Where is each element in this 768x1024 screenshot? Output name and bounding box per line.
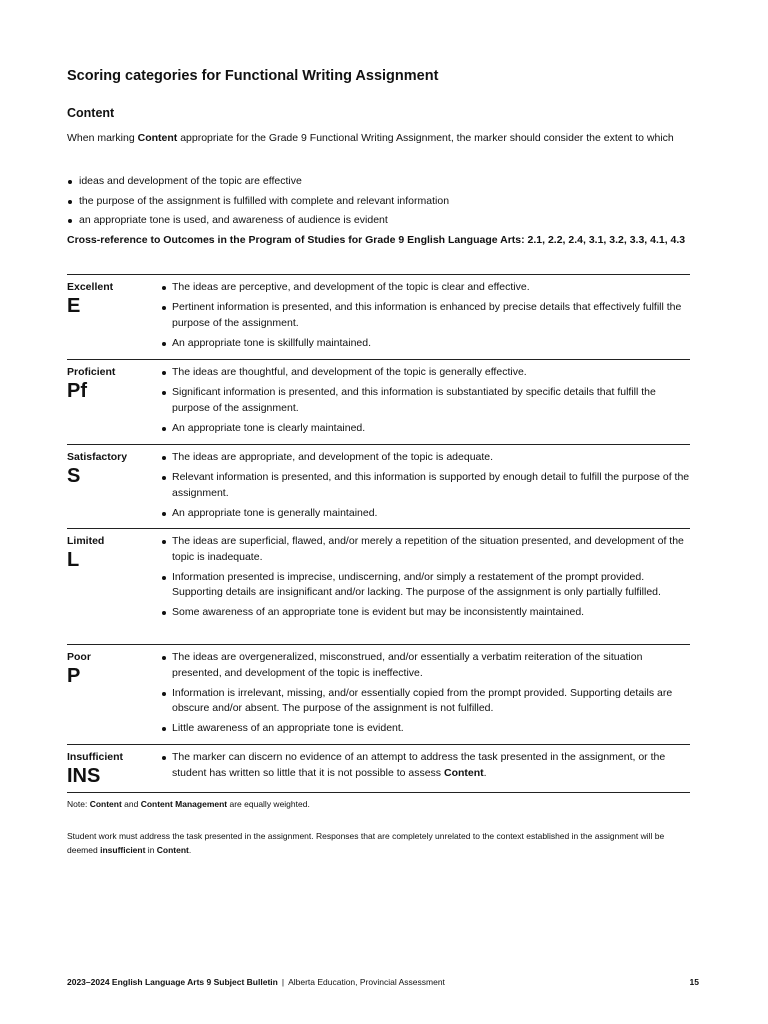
note-prefix: Note:	[67, 799, 90, 809]
descriptor-list	[67, 445, 690, 521]
student-note-end: .	[188, 844, 192, 855]
category-code: L	[67, 549, 80, 571]
weighting-note	[67, 799, 310, 809]
student-note-text: Student work must address the task presented in the assignment. Responses that are completely unrelated to the context established in the assignment will be deemed	[67, 831, 665, 855]
descriptor-list	[67, 275, 690, 351]
descriptor-list	[67, 360, 690, 436]
category-name: Limited	[67, 535, 105, 547]
category-code: S	[67, 465, 81, 487]
descriptor-item: The ideas are overgeneralized, misconstrued, and/or essentially a verbatim reiteration of the situation presented, and development of the topic is ineffective.	[171, 650, 690, 681]
descriptor-list	[67, 745, 690, 781]
page-number: 15	[689, 977, 699, 987]
footer-source	[67, 977, 445, 987]
rubric-row-poor	[67, 644, 690, 744]
descriptor-item	[171, 750, 690, 781]
category-name: Excellent	[67, 281, 114, 293]
descriptor-item: The ideas are perceptive, and development of the topic is clear and effective.	[171, 280, 690, 296]
descriptor-item: Information is irrelevant, missing, and/or essentially copied from the prompt provided. Supporting details are obscure and/or absent. The purpose of the assignment is not fulfilled.	[171, 686, 690, 717]
category-cell	[67, 651, 147, 687]
descriptor-item: An appropriate tone is generally maintained.	[171, 506, 690, 522]
rubric-row-insufficient	[67, 744, 690, 792]
intro-bold-term: Content	[137, 132, 178, 144]
descriptor-item: The ideas are appropriate, and development of the topic is adequate.	[171, 450, 690, 466]
student-note-bold-insufficient: insufficient	[100, 844, 146, 855]
descriptor-item: An appropriate tone is skillfully maintained.	[171, 336, 690, 352]
category-name: Poor	[67, 651, 91, 663]
criteria-item: ideas and development of the topic are effective	[67, 174, 690, 194]
page-title: Scoring categories for Functional Writing Assignment	[67, 68, 439, 84]
rubric-row-excellent	[67, 275, 690, 359]
descriptor-item: The ideas are superficial, flawed, and/or merely a repetition of the situation presented, and development of the topic is inadequate.	[171, 534, 690, 565]
rubric-row-satisfactory	[67, 444, 690, 528]
descriptor-item: Relevant information is presented, and this information is supported by enough detail to fulfill the purpose of the assignment.	[171, 470, 690, 501]
descriptor-list	[67, 645, 690, 737]
page-footer	[67, 977, 702, 987]
student-work-note	[67, 830, 690, 857]
rubric-row-proficient	[67, 359, 690, 444]
note-bold-content-management: Content Management	[140, 799, 228, 809]
descriptor-item: Pertinent information is presented, and this information is enhanced by precise details that effectively fulfill the purpose of the assignment.	[171, 300, 690, 331]
student-note-bold-content: Content	[156, 844, 189, 855]
category-code: Pf	[67, 380, 87, 402]
intro-paragraph	[67, 131, 690, 147]
footer-separator: |	[281, 977, 285, 987]
category-code: INS	[67, 765, 101, 787]
category-cell	[67, 535, 147, 571]
category-cell	[67, 751, 147, 787]
descriptor-item: Significant information is presented, and this information is substantiated by specific details that fulfill the purpose of the assignment.	[171, 385, 690, 416]
note-middle: and	[121, 799, 141, 809]
category-cell	[67, 366, 147, 402]
intro-text-start: When marking	[67, 132, 138, 144]
footer-bulletin-title: 2023–2024 English Language Arts 9 Subject Bulletin	[67, 977, 278, 987]
descriptor-text-end: .	[483, 766, 487, 779]
criteria-item: the purpose of the assignment is fulfilled with complete and relevant information	[67, 194, 690, 214]
descriptor-item: Information presented is imprecise, undiscerning, and/or simply a restatement of the prompt provided. Supporting details are insignificant and/or lacking. The purpose of the assignment is only partially fulfilled.	[171, 570, 690, 601]
scoring-rubric	[67, 274, 690, 793]
descriptor-item: An appropriate tone is clearly maintained.	[171, 421, 690, 437]
descriptor-item: Some awareness of an appropriate tone is evident but may be inconsistently maintained.	[171, 605, 690, 621]
descriptor-item: Little awareness of an appropriate tone is evident.	[171, 721, 690, 737]
intro-text-end: appropriate for the Grade 9 Functional Writing Assignment, the marker should consider the extent to which	[177, 132, 674, 144]
cross-reference: Cross-reference to Outcomes in the Program of Studies for Grade 9 English Language Arts: 2.1, 2.2, 2.4, 3.1, 3.2, 3.3, 4.1, 4.3	[67, 234, 686, 246]
rubric-row-limited	[67, 528, 690, 644]
category-cell	[67, 281, 147, 317]
descriptor-bold-term: Content	[443, 766, 484, 779]
category-code: P	[67, 665, 81, 687]
descriptor-list	[67, 529, 690, 621]
descriptor-item: The ideas are thoughtful, and development of the topic is generally effective.	[171, 365, 690, 381]
student-note-middle: in	[145, 844, 157, 855]
category-cell	[67, 451, 147, 487]
note-suffix: are equally weighted.	[227, 799, 310, 809]
section-heading: Content	[67, 106, 115, 120]
criteria-list	[67, 174, 690, 233]
category-name: Proficient	[67, 366, 116, 378]
criteria-item: an appropriate tone is used, and awareness of audience is evident	[67, 213, 690, 233]
footer-publisher: Alberta Education, Provincial Assessment	[288, 977, 445, 987]
category-name: Insufficient	[67, 751, 124, 763]
category-code: E	[67, 295, 81, 317]
category-name: Satisfactory	[67, 451, 128, 463]
note-bold-content: Content	[89, 799, 122, 809]
descriptor-text: The marker can discern no evidence of an attempt to address the task presented in the assignment, or the student has written so little that it is not possible to assess	[172, 751, 666, 779]
